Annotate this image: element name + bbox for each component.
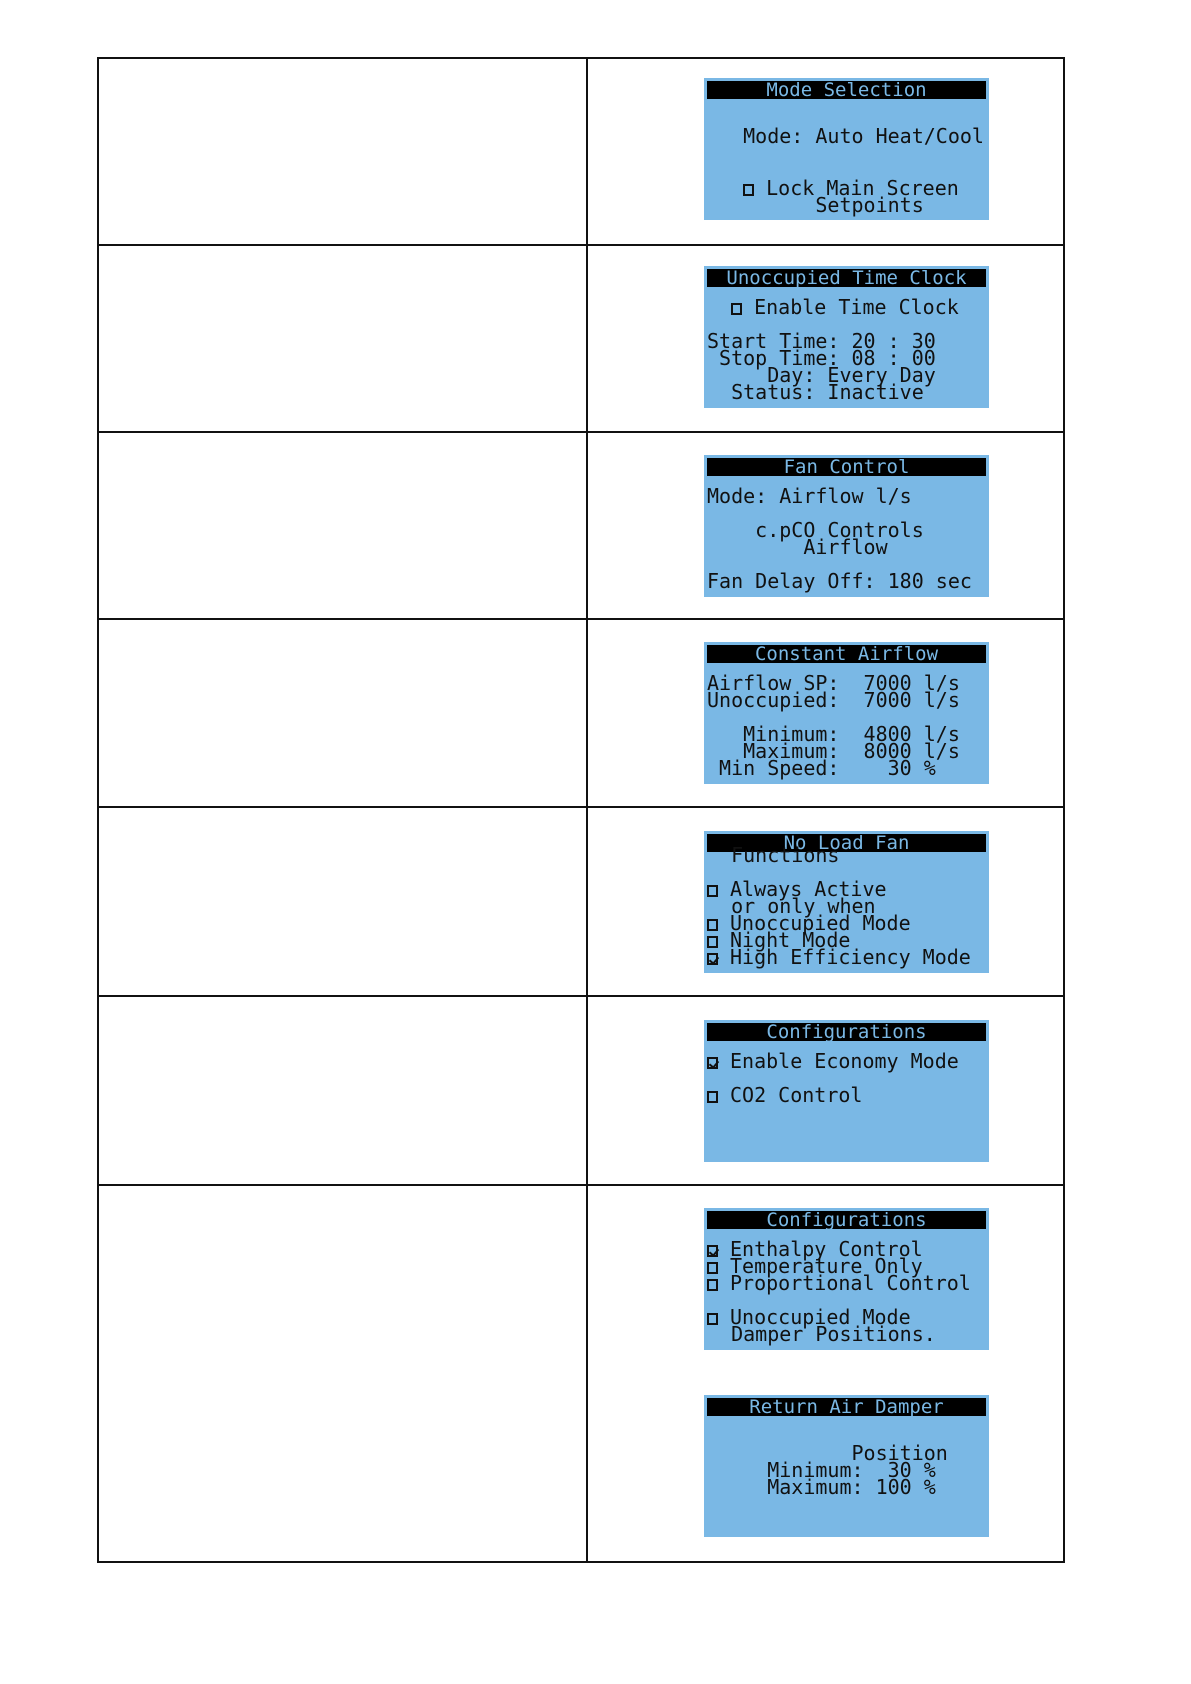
line-indent (707, 1475, 767, 1499)
line-text: Mode: Airflow l/s (707, 484, 912, 508)
line-indent (707, 380, 731, 404)
line-text: Lock Main Screen (766, 176, 959, 200)
lcd-screen (704, 266, 989, 408)
lcd-screen (704, 642, 989, 784)
checkbox-checked-icon[interactable] (707, 1245, 718, 1257)
description-cell (98, 58, 587, 245)
description-cell (98, 619, 587, 807)
checkbox-unchecked-icon[interactable] (707, 936, 718, 948)
description-cell (98, 807, 587, 996)
line-indent (707, 193, 815, 217)
line-text: c.pCO Controls (755, 518, 924, 542)
lcd-screen (704, 1020, 989, 1162)
checkbox-option[interactable] (707, 295, 959, 319)
checkbox-unchecked-icon[interactable] (707, 919, 718, 931)
checkbox-option[interactable] (707, 1271, 971, 1295)
line-text: Unoccupied Mode (730, 1305, 911, 1329)
line-text: Airflow (803, 535, 888, 559)
screen-line (707, 124, 984, 148)
screen-cell (587, 432, 1064, 619)
checkbox-option[interactable] (707, 945, 971, 969)
checkbox-option[interactable] (707, 1049, 959, 1073)
line-text: Night Mode (730, 928, 851, 952)
table-row (98, 432, 1064, 619)
screen-cell (587, 807, 1064, 996)
screen-line (707, 1322, 936, 1346)
table-row (98, 619, 1064, 807)
screen-line (707, 843, 840, 867)
description-cell (98, 245, 587, 432)
table-row (98, 807, 1064, 996)
screen-title: Configurations (707, 1023, 986, 1041)
line-text: or only when (731, 894, 876, 918)
checkbox-unchecked-icon[interactable] (707, 1262, 718, 1274)
checkbox-unchecked-icon[interactable] (707, 1091, 718, 1103)
screen-line (707, 484, 912, 508)
line-text: Maximum: 8000 l/s (743, 739, 960, 763)
screen-cell (587, 1185, 1064, 1562)
line-text: Always Active (730, 877, 887, 901)
screen-line (707, 756, 936, 780)
line-text: Unoccupied: 7000 l/s (707, 688, 960, 712)
description-cell (98, 1185, 587, 1562)
description-cell (98, 432, 587, 619)
table-row (98, 1185, 1064, 1562)
checkbox-checked-icon[interactable] (707, 953, 718, 965)
screen-title: Unoccupied Time Clock (707, 269, 986, 287)
screen-line (707, 569, 972, 593)
screen-line (707, 380, 924, 404)
screen-title: Fan Control (707, 458, 986, 476)
line-indent (707, 843, 731, 867)
line-text: Mode: Auto Heat/Cool (743, 124, 984, 148)
line-indent (707, 535, 803, 559)
line-text: High Efficiency Mode (730, 945, 971, 969)
line-text: Enable Time Clock (754, 295, 959, 319)
screen-cell (587, 996, 1064, 1185)
checkbox-unchecked-icon[interactable] (707, 1279, 718, 1291)
screen-title: Return Air Damper (707, 1398, 986, 1416)
screen-line (707, 688, 960, 712)
screen-title: No Load Fan (707, 834, 986, 852)
description-cell (98, 996, 587, 1185)
line-indent (707, 124, 743, 148)
screen-cell (587, 619, 1064, 807)
line-text: Day: Every Day (767, 363, 936, 387)
screen-cell (587, 245, 1064, 432)
line-text: Temperature Only (730, 1254, 923, 1278)
line-indent (707, 295, 731, 319)
line-text: Start Time: 20 : 30 (707, 329, 936, 353)
line-indent (707, 1322, 731, 1346)
line-text: Enable Economy Mode (730, 1049, 959, 1073)
document-table (97, 57, 1065, 1563)
line-text: Position (851, 1441, 948, 1465)
screen-line (707, 193, 924, 217)
line-text: Minimum: 4800 l/s (743, 722, 960, 746)
lcd-screen (704, 455, 989, 597)
lcd-screen (704, 1395, 989, 1537)
table-row (98, 996, 1064, 1185)
line-text: Min Speed: 30 % (719, 756, 936, 780)
line-text: Setpoints (815, 193, 924, 217)
screen-line (707, 535, 888, 559)
line-text: Proportional Control (730, 1271, 971, 1295)
screen-title: Mode Selection (707, 81, 986, 99)
lcd-screen (704, 1208, 989, 1350)
checkbox-unchecked-icon[interactable] (731, 303, 742, 315)
line-text: Minimum: 30 % (767, 1458, 936, 1482)
line-text: CO2 Control (730, 1083, 863, 1107)
line-text: Damper Positions. (731, 1322, 936, 1346)
lcd-screen (704, 831, 989, 973)
line-text: Enthalpy Control (730, 1237, 923, 1261)
lcd-screen (704, 78, 989, 220)
line-text: Functions (731, 843, 840, 867)
checkbox-checked-icon[interactable] (707, 1057, 718, 1069)
screen-title: Configurations (707, 1211, 986, 1229)
checkbox-option[interactable] (707, 1083, 863, 1107)
line-text: Maximum: 100 % (767, 1475, 936, 1499)
screen-cell (587, 58, 1064, 245)
screen-line (707, 1475, 936, 1499)
line-text: Fan Delay Off: 180 sec (707, 569, 972, 593)
screen-title: Constant Airflow (707, 645, 986, 663)
table-row (98, 58, 1064, 245)
line-indent (707, 756, 719, 780)
table-row (98, 245, 1064, 432)
line-text: Airflow SP: 7000 l/s (707, 671, 960, 695)
line-text: Status: Inactive (731, 380, 924, 404)
line-text: Unoccupied Mode (730, 911, 911, 935)
line-text: Stop Time: 08 : 00 (719, 346, 936, 370)
